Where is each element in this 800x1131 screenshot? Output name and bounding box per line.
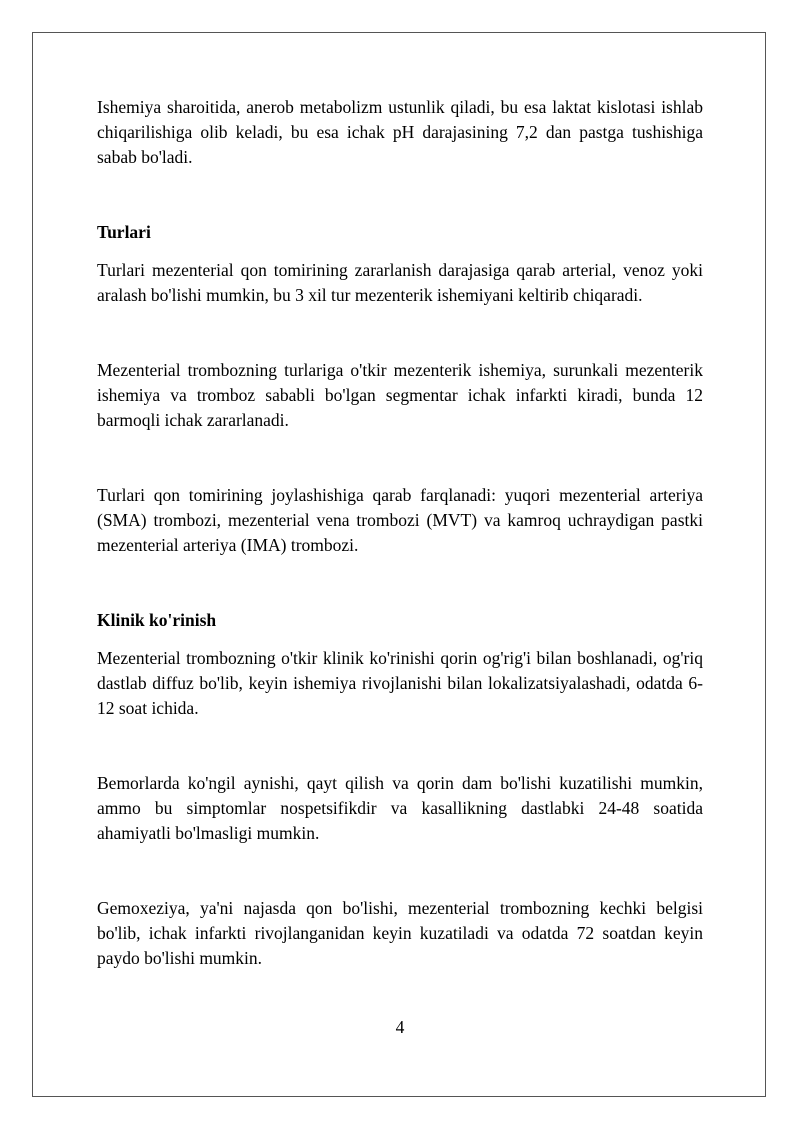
paragraph-types-damage: Turlari mezenterial qon tomirining zararlanish darajasiga qarab arterial, venoz yoki aralash bo'lishi mumkin, bu 3 xil tur mezenterik ishemiyani keltirib chiqaradi. — [97, 260, 703, 305]
paragraph-anaerobic-metabolism: Ishemiya sharoitida, anerob metabolizm ustunlik qiladi, bu esa laktat kislotasi ishlab chiqarilishiga olib keladi, bu esa ichak pH darajasining 7,2 dan pastga tushishiga sabab bo'ladi. — [97, 97, 703, 167]
document-body — [97, 95, 703, 971]
heading-turlari: Turlari — [97, 222, 151, 242]
paragraph-clinical-symptoms: Bemorlarda ko'ngil aynishi, qayt qilish va qorin dam bo'lishi kuzatilishi mumkin, ammo bu simptomlar nospetsifikdir va kasallikning dastlabki 24-48 soatida ahamiyatli bo'lmasligi mumkin. — [97, 773, 703, 843]
paragraph-hematochezia: Gemoxeziya, ya'ni najasda qon bo'lishi, mezenterial trombozning kechki belgisi bo'lib, ichak infarkti rivojlanganidan keyin kuzatiladi va odatda 72 soatdan keyin paydo bo'lishi mumkin. — [97, 898, 703, 968]
paragraph-types-location: Turlari qon tomirining joylashishiga qarab farqlanadi: yuqori mezenterial arteriya (SMA) trombozi, mezenterial vena trombozi (MVT) va kamroq uchraydigan pastki mezenterial arteriya (IMA) trombozi. — [97, 485, 703, 555]
page-number: 4 — [395, 1017, 405, 1037]
heading-klinik-korinish: Klinik ko'rinish — [97, 610, 217, 630]
paragraph-types-thrombosis: Mezenterial trombozning turlariga o'tkir mezenterik ishemiya, surunkali mezenterik ishemiya va tromboz sababli bo'lgan segmentar ichak infarkti kiradi, bunda 12 barmoqli ichak zararlanadi. — [97, 360, 703, 430]
paragraph-clinical-pain: Mezenterial trombozning o'tkir klinik ko'rinishi qorin og'rig'i bilan boshlanadi, og'riq dastlab diffuz bo'lib, keyin ishemiya rivojlanishi bilan lokalizatsiyalashadi, odatda 6-12 soat ichida. — [97, 648, 703, 718]
